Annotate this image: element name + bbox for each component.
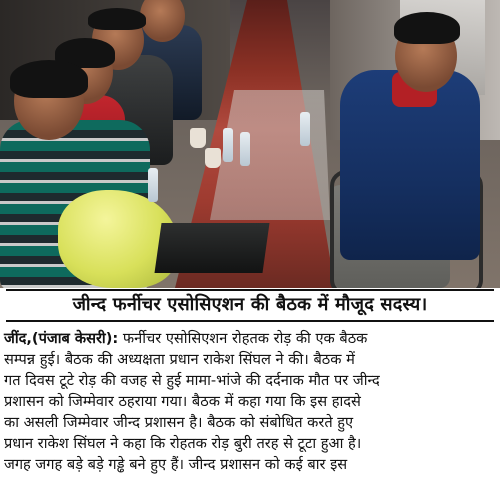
photo-bottle [300,112,310,146]
caption-top-rule [6,289,494,291]
photo-book [154,223,269,273]
photo-person-3-hair [88,8,146,30]
article-line-5: का असली जिम्मेवार जीन्द प्रशासन है। बैठक को संबोधित करते हुए [4,414,354,431]
photo-person-right-hair [394,12,460,44]
photo-bottle [240,132,250,166]
caption-bottom-rule [6,320,494,322]
photo-caption: जीन्द फर्नीचर एसोसिएशन की बैठक में मौजूद सदस्य। [72,294,428,315]
article-line-1 [4,328,496,349]
article-line-3: गत दिवस टूटे रोड़ की वजह से हुई मामा-भांजे की दर्दनाक मौत पर जीन्द [4,372,380,389]
article-line-1-text: फर्नीचर एसोसिएशन रोहतक रोड़ की एक बैठक [122,330,368,347]
photo-person-1-hair [10,60,88,98]
article-line-2: सम्पन्न हुई। बैठक की अध्यक्षता प्रधान राकेश सिंघल ने की। बैठक में [4,351,355,368]
photo-bottle [148,168,158,202]
photo-cup [190,128,206,148]
news-article [4,328,496,475]
photo-cup [205,148,221,168]
article-line-7: जगह जगह बड़े बड़े गड्ढे बने हुए हैं। जीन्द प्रशासन को कई बार इस [4,456,348,473]
article-line-4: प्रशासन को जिम्मेवार ठहराया गया। बैठक में कहा गया कि इस हादसे [4,393,361,410]
article-dateline: जींद,(पंजाब केसरी): [4,330,119,347]
article-line-6: प्रधान राकेश सिंघल ने कहा कि रोहतक रोड़ बुरी तरह से टूटा हुआ है। [4,435,362,452]
photo-bottle [223,128,233,162]
